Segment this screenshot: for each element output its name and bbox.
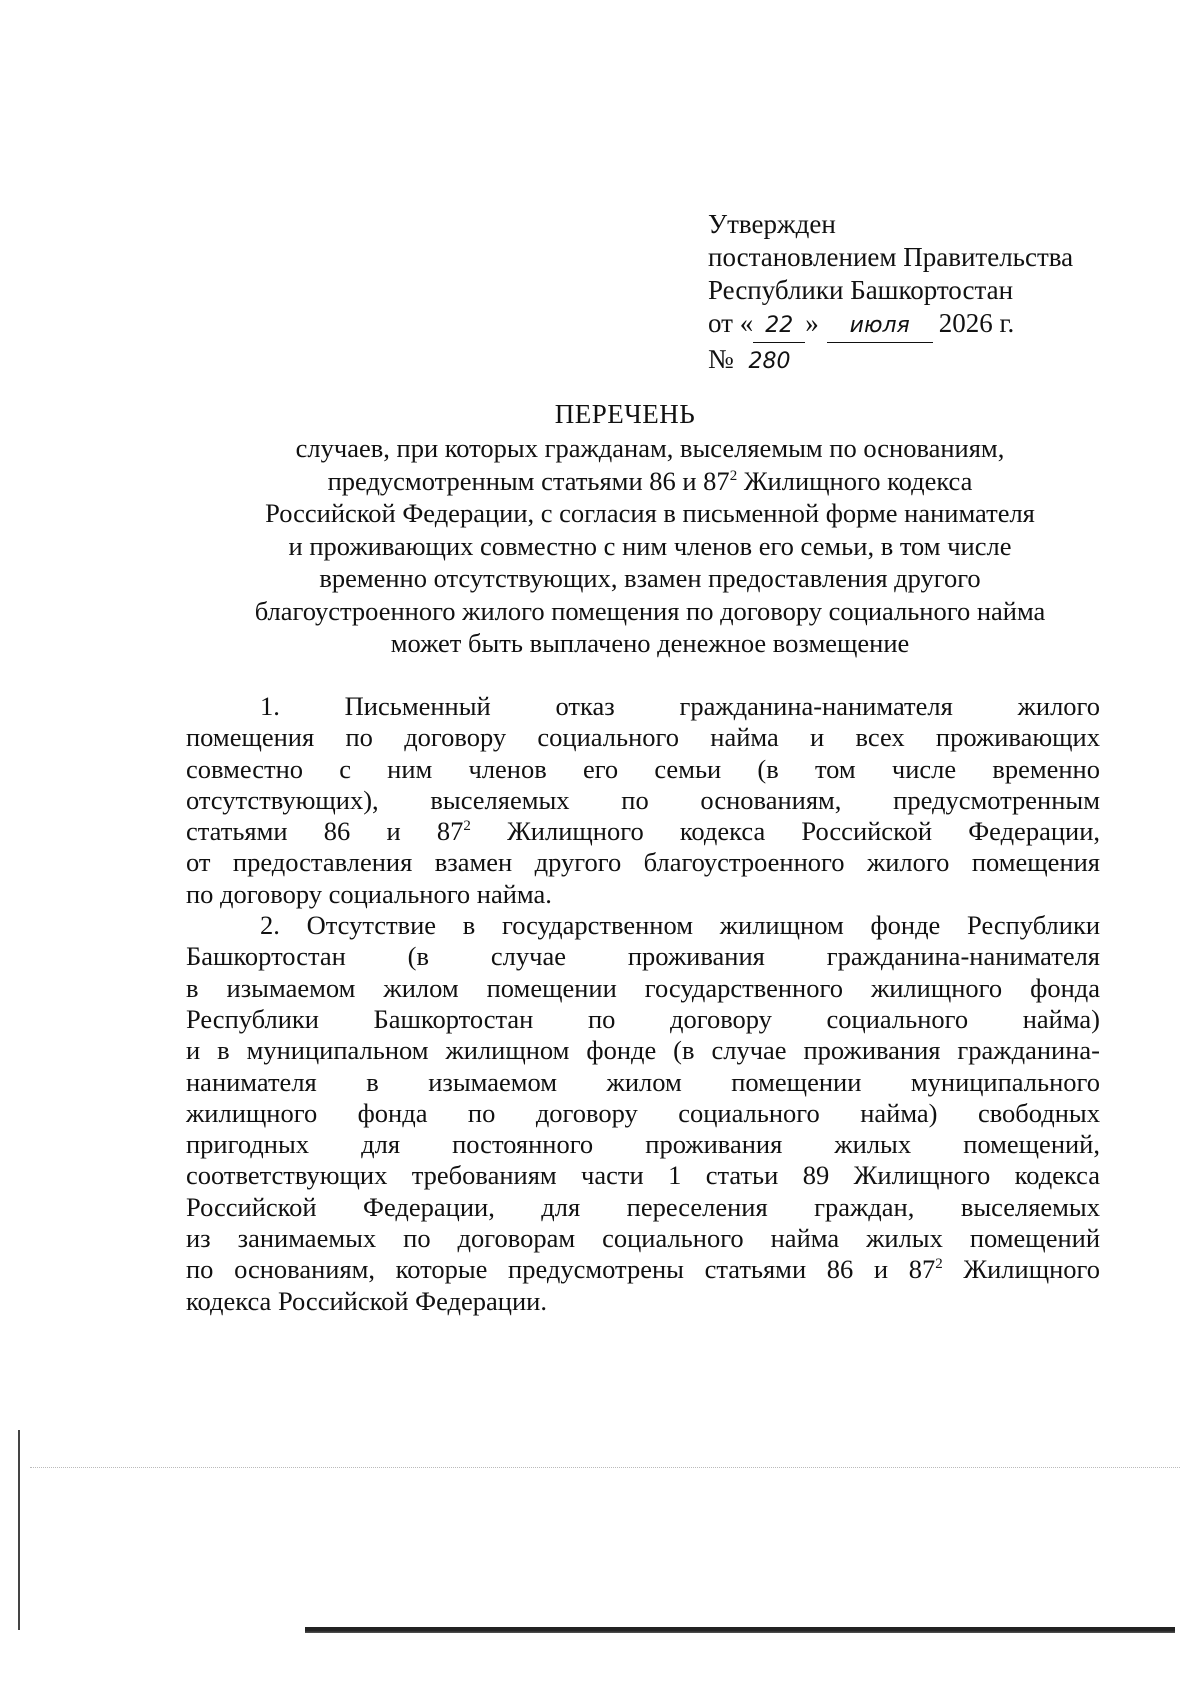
- body-line: Башкортостан (в случае проживания гражданина-нанимателя: [186, 941, 1100, 972]
- document-title: ПЕРЕЧЕНЬ: [554, 399, 696, 429]
- body-line: 2. Отсутствие в государственном жилищном фонде Республики: [260, 910, 1100, 941]
- body-line: пригодных для постоянного проживания жилых помещений,: [186, 1129, 1100, 1160]
- approval-block: [708, 208, 1108, 378]
- subtitle-line: временно отсутствующих, взамен предоставления другого: [319, 563, 981, 593]
- superscript: 2: [935, 1256, 943, 1273]
- subtitle-line: и проживающих совместно с ним членов его семьи, в том числе: [288, 530, 1012, 561]
- body-line: нанимателя в изымаемом жилом помещении муниципального: [186, 1066, 1100, 1097]
- body-line: Республики Башкортостан по договору социального найма): [186, 1003, 1100, 1034]
- number-prefix: №: [708, 344, 734, 374]
- subtitle-line: предусмотренным статьями 86 и $87^2$ Жилищного кодекса: [327, 465, 973, 496]
- document-subtitle: [200, 432, 1100, 660]
- body-line: совместно с ним членов его семьи (в том числе временно: [186, 753, 1100, 784]
- body-line: отсутствующих), выселяемых по основаниям, предусмотренным: [186, 784, 1100, 815]
- date-day: 22: [765, 313, 794, 338]
- body-line: из занимаемых по договорам социального найма жилых помещений: [186, 1223, 1100, 1254]
- superscript: 2: [729, 467, 738, 484]
- document-body: [186, 691, 1100, 1317]
- date-year: 2026 г.: [938, 308, 1015, 338]
- scan-artifact-left-edge: [18, 1430, 20, 1630]
- body-line: статьями 86 и $87^2$ Жилищного кодекса Российской Федерации,: [186, 816, 1101, 847]
- body-line: Российской Федерации, для переселения граждан, выселяемых: [186, 1191, 1100, 1222]
- body-line: жилищного фонда по договору социального найма) свободных: [186, 1097, 1100, 1128]
- scan-artifact-bottom-bar: [305, 1627, 1175, 1633]
- date-prefix: от «: [708, 308, 754, 338]
- approval-line-3: Республики Башкортостан: [708, 275, 1014, 305]
- subtitle-line: случаев, при которых гражданам, выселяемым по основаниям,: [295, 433, 1005, 463]
- number-value: 280: [748, 349, 791, 374]
- item-2: [186, 910, 1100, 1317]
- body-line: кодекса Российской Федерации.: [186, 1285, 547, 1316]
- body-line: помещения по договору социального найма и всех проживающих: [186, 722, 1100, 753]
- subtitle-line: Российской Федерации, с согласия в письменной форме нанимателя: [265, 498, 1035, 528]
- date-month: июля: [849, 313, 910, 338]
- item-1: [186, 691, 1100, 910]
- body-line: от предоставления взамен другого благоустроенного жилого помещения: [186, 847, 1100, 878]
- body-line: по договору социального найма.: [186, 878, 552, 909]
- subtitle-line: может быть выплачено денежное возмещение: [390, 628, 910, 658]
- body-line: в изымаемом жилом помещении государственного жилищного фонда: [186, 972, 1100, 1003]
- body-line: соответствующих требованиям части 1 статьи 89 Жилищного кодекса: [186, 1160, 1100, 1191]
- approval-line-1: Утвержден: [708, 209, 836, 239]
- superscript: 2: [463, 818, 471, 835]
- approval-number: [708, 343, 1108, 378]
- subtitle-line: благоустроенного жилого помещения по договору социального найма: [254, 595, 1046, 626]
- body-line: по основаниям, которые предусмотрены статьями 86 и $87^2$ Жилищного: [186, 1254, 1100, 1285]
- body-line: и в муниципальном жилищном фонде (в случае проживания гражданина-: [186, 1035, 1100, 1066]
- body-line: 1. Письменный отказ гражданина-нанимателя жилого: [260, 691, 1100, 721]
- approval-line-2: постановлением Правительства: [708, 242, 1074, 272]
- approval-date: [708, 307, 1108, 343]
- date-mid: »: [805, 308, 819, 338]
- scan-artifact-dots: [30, 1467, 1180, 1468]
